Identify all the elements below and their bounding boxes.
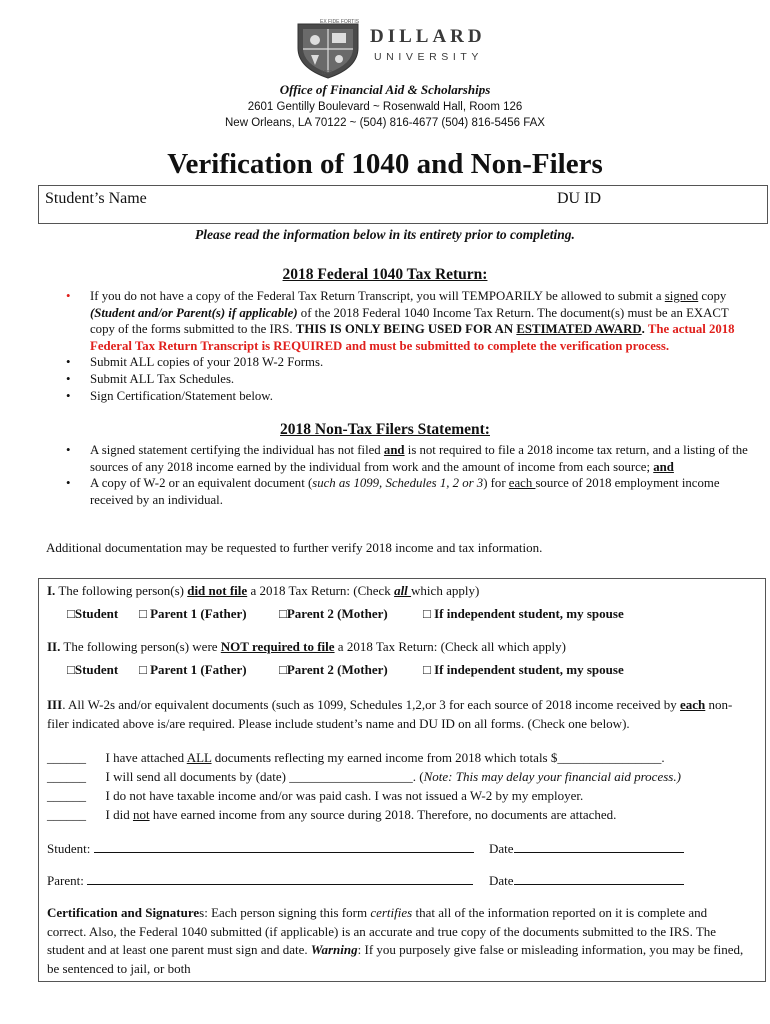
doc-option-no-income: ______ I did not have earned income from any source during 2018. Therefore, no documents are attached.: [47, 807, 617, 822]
section-1040-heading: 2018 Federal 1040 Tax Return:: [282, 266, 488, 283]
bullet-icon: •: [66, 371, 71, 386]
student-signature-label: Student:: [47, 841, 91, 856]
list-item: • Sign Certification/Statement below.: [66, 388, 273, 403]
du-id-label: DU ID: [557, 190, 601, 207]
bullet-icon: •: [66, 289, 71, 303]
student-date-row: [489, 841, 684, 857]
student-signature-field[interactable]: [94, 852, 474, 853]
office-name: Office of Financial Aid & Scholarships: [279, 82, 491, 97]
student-info-box: [38, 185, 768, 224]
address-line-1: 2601 Gentilly Boulevard ~ Rosenwald Hall, Room 126: [247, 101, 523, 113]
student-date-label: Date: [489, 841, 514, 856]
student-signature-row: [47, 841, 474, 857]
list-item: • A signed statement certifying the individual has not filed and is not required to file a 2018 income tax return, and a listing of the sources of any 2018 income earned by the individual from work and the amount of income from each source; and: [66, 443, 748, 474]
list-item: • A copy of W-2 or an equivalent document (such as 1099, Schedules 1, 2 or 3) for each source of 2018 employment income received by an individual.: [66, 476, 720, 507]
section-nonfiler-heading: 2018 Non-Tax Filers Statement:: [280, 421, 490, 438]
list-item: • Submit ALL Tax Schedules.: [66, 371, 235, 386]
bullet-icon: •: [66, 443, 71, 457]
option-blank[interactable]: ______: [47, 788, 86, 803]
doc-option-no-taxable: ______ I do not have taxable income and/or was paid cash. I was not issued a W-2 by my employer.: [47, 788, 584, 803]
bullet-icon: •: [66, 355, 71, 370]
parent-date-label: Date: [489, 873, 514, 888]
checkbox-didnotfile-parent2[interactable]: □Parent 2 (Mother): [279, 606, 388, 621]
certification-statement: Certification and Signatures: Each person signing this form certifies that all of the information reported on it is complete and correct. Also, the Federal 1040 submitted (if applicable) is an accurate and true copy of the documents submitted to the IRS. The student and at least one parent must sign and date. Warning: If you purposely give false or misleading information, you may be fined, be sentenced to jail, or both: [47, 905, 744, 976]
checkbox-notrequired-parent2[interactable]: □Parent 2 (Mother): [279, 662, 388, 677]
option-blank[interactable]: ______: [47, 750, 86, 765]
address-line-2: New Orleans, LA 70122 ~ (504) 816-4677 (504) 816-5456 FAX: [225, 117, 545, 129]
parent-date-field[interactable]: [514, 884, 684, 885]
section-1040-list: [52, 288, 752, 404]
instruction-text: Please read the information below in its entirety prior to completing.: [195, 227, 575, 242]
checkbox-didnotfile-spouse[interactable]: □ If independent student, my spouse: [423, 606, 624, 621]
checkbox-notrequired-parent1[interactable]: □ Parent 1 (Father): [139, 662, 247, 677]
section-nonfiler-list: [52, 442, 752, 508]
parent-signature-row: [47, 873, 473, 889]
university-name: DILLARD: [370, 26, 486, 47]
parent-date-row: [489, 873, 684, 889]
logo-motto: EX FIDE FORTIS: [320, 19, 360, 25]
checkbox-notrequired-spouse[interactable]: □ If independent student, my spouse: [423, 662, 624, 677]
checkbox-didnotfile-parent1[interactable]: □ Parent 1 (Father): [139, 606, 247, 621]
university-subtitle: UNIVERSITY: [374, 51, 484, 63]
student-date-field[interactable]: [514, 852, 684, 853]
list-item: • Submit ALL copies of your 2018 W-2 Forms.: [66, 355, 324, 370]
certification-form: [38, 578, 766, 982]
additional-doc-note: Additional documentation may be requested to further verify 2018 income and tax information.: [46, 540, 543, 555]
doc-option-attached: ______ I have attached ALL documents reflecting my earned income from 2018 which totals $________________.: [47, 750, 665, 765]
student-name-label: Student’s Name: [45, 190, 147, 207]
logo-year: 1869: [321, 70, 333, 76]
question-3: III. All W-2s and/or equivalent documents (such as 1099, Schedules 1,2,or 3 for each source of 2018 income received by each non-filer indicated above is/are required. Please include student’s name and DU ID on all forms. (Check one below).: [47, 697, 733, 731]
bullet-icon: •: [66, 388, 71, 403]
question-1: I. The following person(s) did not file a 2018 Tax Return: (Check all which apply): [47, 583, 480, 598]
bullet-icon: •: [66, 476, 71, 491]
page-title: Verification of 1040 and Non-Filers: [167, 148, 603, 180]
parent-signature-label: Parent:: [47, 873, 84, 888]
parent-signature-field[interactable]: [87, 884, 473, 885]
option-blank[interactable]: ______: [47, 807, 86, 822]
doc-option-will-send: ______ I will send all documents by (date) ___________________. (Note: This may delay your financial aid process.): [47, 769, 681, 784]
checkbox-notrequired-student[interactable]: □Student: [67, 662, 119, 677]
question-2: II. The following person(s) were NOT required to file a 2018 Tax Return: (Check all which apply): [47, 639, 566, 654]
checkbox-didnotfile-student[interactable]: □Student: [67, 606, 119, 621]
list-item: • If you do not have a copy of the Federal Tax Return Transcript, you will TEMPOARILY be allowed to submit a signed copy (Student and/or Parent(s) if applicable) of the 2018 Federal 1040 Income Tax Return. The document(s) must be an EXACT copy of the forms submitted to the IRS. THIS IS ONLY BEING USED FOR AN ESTIMATED AWARD. The actual 2018 Federal Tax Return Transcript is REQUIRED and must be submitted to complete the verification process.: [66, 289, 735, 353]
option-blank[interactable]: ______: [47, 769, 86, 784]
